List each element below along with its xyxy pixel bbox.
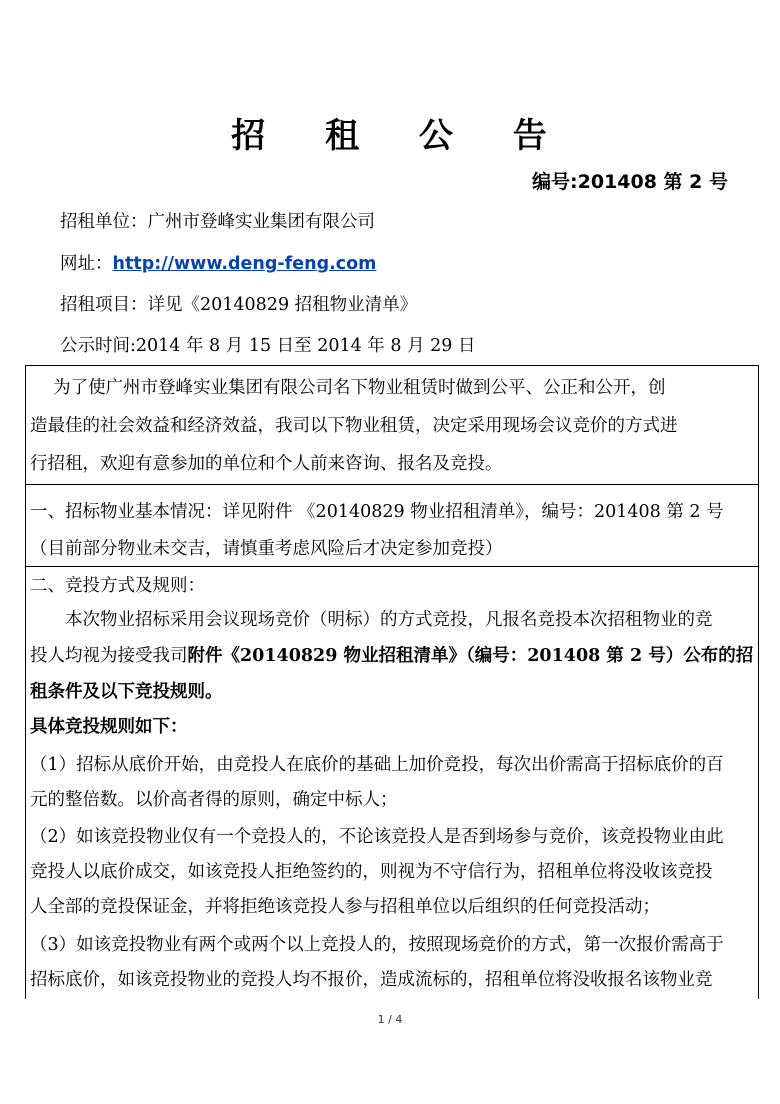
intro-line: 行招租，欢迎有意参加的单位和个人前来咨询、报名及竞投。: [30, 454, 503, 474]
website: [60, 250, 376, 275]
section1-line: 一、招标物业基本情况：详见附件 《20140829 物业招租清单》，编号：201408 第 2 号: [30, 502, 724, 522]
page-number: 1 / 4: [377, 1013, 403, 1026]
bidding-project: [60, 291, 417, 316]
section2-paragraph-line: 本次物业招标采用会议现场竞价（明标）的方式竞投，凡报名竞投本次招租物业的竞: [30, 610, 713, 630]
section2-heading: 二、竞投方式及规则：: [30, 576, 205, 596]
rule-1-line: 元的整倍数。以价高者得的原则，确定中标人；: [30, 790, 398, 810]
rule-2-line: 竞投人以底价成交，如该竞投人拒绝签约的，则视为不守信行为，招租单位将没收该竞投: [30, 862, 713, 882]
table-divider: [25, 566, 759, 567]
section1-note: （目前部分物业未交吉，请慎重考虑风险后才决定参加竞投）: [30, 539, 503, 559]
bidding-project-value: 详见《20140829 招租物业清单》: [147, 295, 418, 315]
table-divider: [25, 484, 759, 485]
section2-paragraph-line: [30, 642, 756, 667]
announcement-period: 公示时间:2014 年 8 月 15 日至 2014 年 8 月 29 日: [60, 336, 476, 356]
rule-3-line: 招标底价，如该竞投物业的竞投人均不报价，造成流标的，招租单位将没收报名该物业竞: [30, 970, 713, 990]
page-title: 招 租 公 告: [231, 116, 549, 156]
section2-paragraph-line: 租条件及以下竞投规则。: [30, 682, 223, 702]
rule-3-line: （3）如该竞投物业有两个或两个以上竞投人的，按照现场竞价的方式，第一次报价需高于: [30, 935, 724, 955]
website-link[interactable]: http://www.deng-feng.com: [112, 254, 377, 274]
bidding-unit-label: 招租单位：: [60, 212, 148, 232]
bidding-unit: [60, 208, 375, 233]
bidding-unit-value: 广州市登峰实业集团有限公司: [147, 212, 375, 232]
intro-line: 为了使广州市登峰实业集团有限公司名下物业租赁时做到公平、公正和公开，创: [30, 378, 666, 398]
intro-line: 造最佳的社会效益和经济效益，我司以下物业租赁，决定采用现场会议竞价的方式进: [30, 416, 678, 436]
bidding-project-label: 招租项目：: [60, 295, 148, 315]
rule-1-line: （1）招标从底价开始，由竞投人在底价的基础上加价竞投，每次出价需高于招标底价的百: [30, 755, 724, 775]
rules-heading: 具体竞投规则如下：: [30, 717, 188, 737]
document-number: 编号:201408 第 2 号: [532, 171, 728, 193]
rule-2-line: 人全部的竞投保证金，并将拒绝该竞投人参与招租单位以后组织的任何竞投活动；: [30, 897, 660, 917]
website-label: 网址：: [60, 254, 113, 274]
attachment-reference: 附件《20140829 物业招租清单》（编号：201408 第 2 号）公布的招: [187, 646, 754, 666]
rule-2-line: （2）如该竞投物业仅有一个竞投人的，不论该竞投人是否到场参与竞价，该竞投物业由此: [30, 827, 724, 847]
section2-paragraph-text: 投人均视为接受我司: [30, 646, 188, 666]
